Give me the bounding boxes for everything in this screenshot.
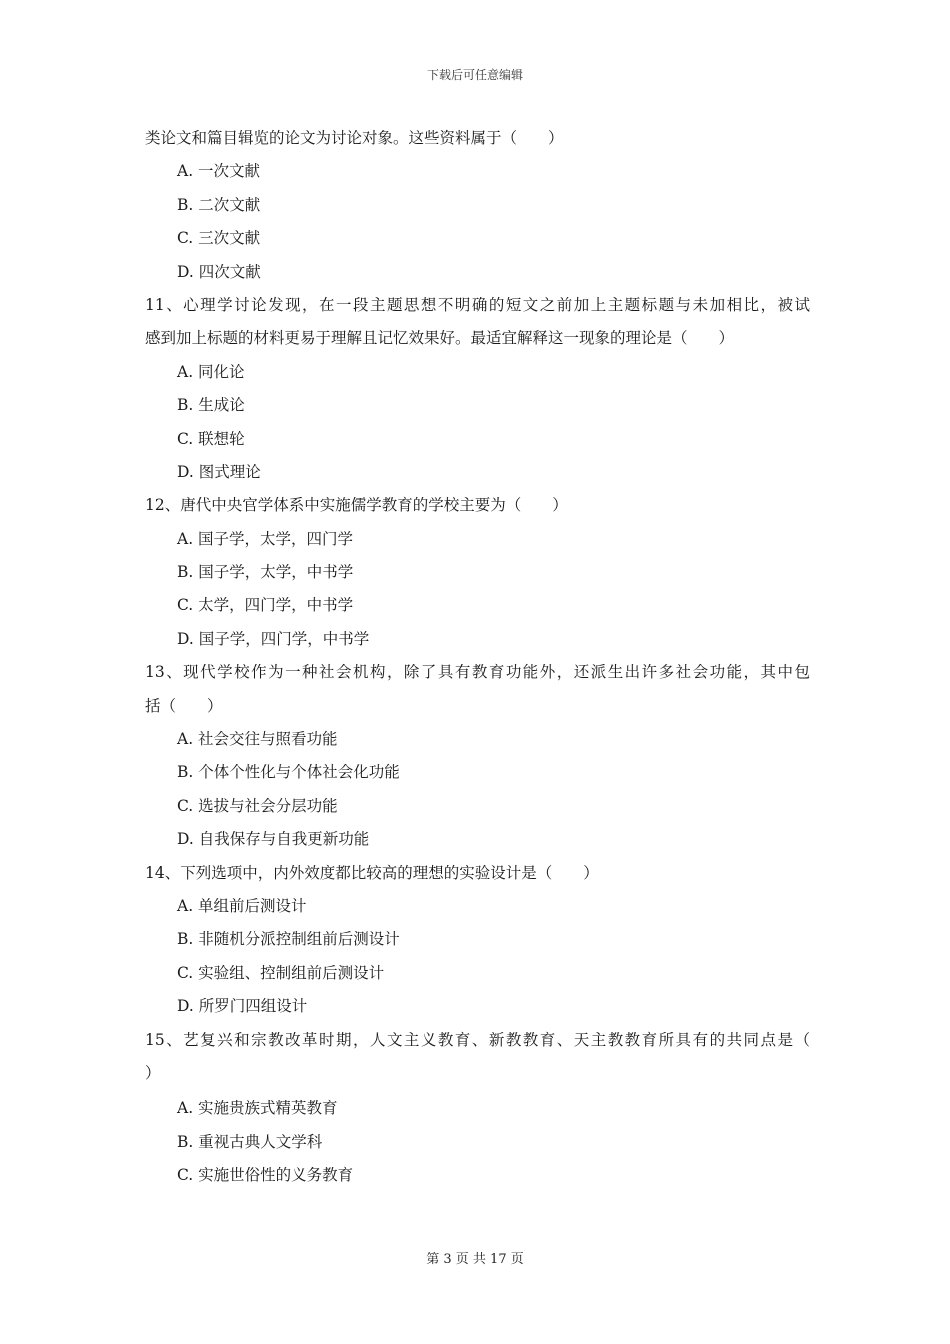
option-a: A. 国子学，太学，四门学 [177, 529, 354, 548]
option-b: B. 国子学，太学，中书学 [177, 563, 354, 582]
option-c: C. 联想轮 [177, 429, 245, 448]
option-c: C. 太学，四门学，中书学 [177, 596, 354, 615]
question-text: 14、下列选项中，内外效度都比较高的理想的实验设计是（ ） [145, 863, 599, 882]
question-text: 15、艺复兴和宗教改革时期，人文主义教育、新教教育、天主教教育所具有的共同点是（ [145, 1030, 810, 1049]
option-d: D. 图式理论 [177, 462, 261, 481]
option-a: A. 社会交往与照看功能 [177, 730, 338, 749]
question-14 [145, 857, 810, 1024]
option-c: C. 选拔与社会分层功能 [177, 796, 338, 815]
question-15 [145, 1024, 810, 1193]
question-text: ） [145, 1063, 161, 1082]
question-12 [145, 489, 810, 656]
question-text: 类论文和篇目辑览的论文为讨论对象。这些资料属于（ ） [145, 129, 564, 147]
question-list [145, 122, 810, 1192]
question-text: 12、唐代中央官学体系中实施儒学教育的学校主要为（ ） [145, 496, 568, 515]
page-footer: 第 3 页 共 17 页 [426, 1252, 524, 1267]
option-d: D. 自我保存与自我更新功能 [177, 830, 370, 849]
question-text: 括（ ） [145, 696, 223, 715]
question-text: 13、现代学校作为一种社会机构，除了具有教育功能外，还派生出许多社会功能，其中包 [145, 663, 810, 682]
option-d: D. 四次文献 [177, 262, 261, 281]
option-b: B. 重视古典人文学科 [177, 1132, 323, 1151]
question-text: 11、心理学讨论发现，在一段主题思想不明确的短文之前加上主题标题与未加相比，被试 [145, 295, 810, 314]
option-c: C. 三次文献 [177, 229, 261, 248]
question-text: 感到加上标题的材料更易于理解且记忆效果好。最适宜解释这一现象的理论是（ ） [145, 329, 735, 348]
option-b: B. 二次文献 [177, 195, 261, 214]
option-a: A. 单组前后测设计 [177, 896, 307, 915]
option-a: A. 实施贵族式精英教育 [177, 1099, 338, 1118]
option-b: B. 生成论 [177, 396, 245, 415]
page-header: 下载后可任意编辑 [426, 68, 523, 82]
option-a: A. 一次文献 [177, 162, 261, 181]
option-b: B. 非随机分派控制组前后测设计 [177, 930, 400, 949]
question-10 [145, 122, 810, 289]
option-b: B. 个体个性化与个体社会化功能 [177, 763, 400, 782]
option-c: C. 实验组、控制组前后测设计 [177, 963, 385, 982]
question-13 [145, 656, 810, 856]
option-d: D. 国子学，四门学，中书学 [177, 629, 370, 648]
option-c: C. 实施世俗性的义务教育 [177, 1165, 354, 1184]
question-11 [145, 289, 810, 489]
option-d: D. 所罗门四组设计 [177, 997, 308, 1016]
option-a: A. 同化论 [177, 362, 245, 381]
